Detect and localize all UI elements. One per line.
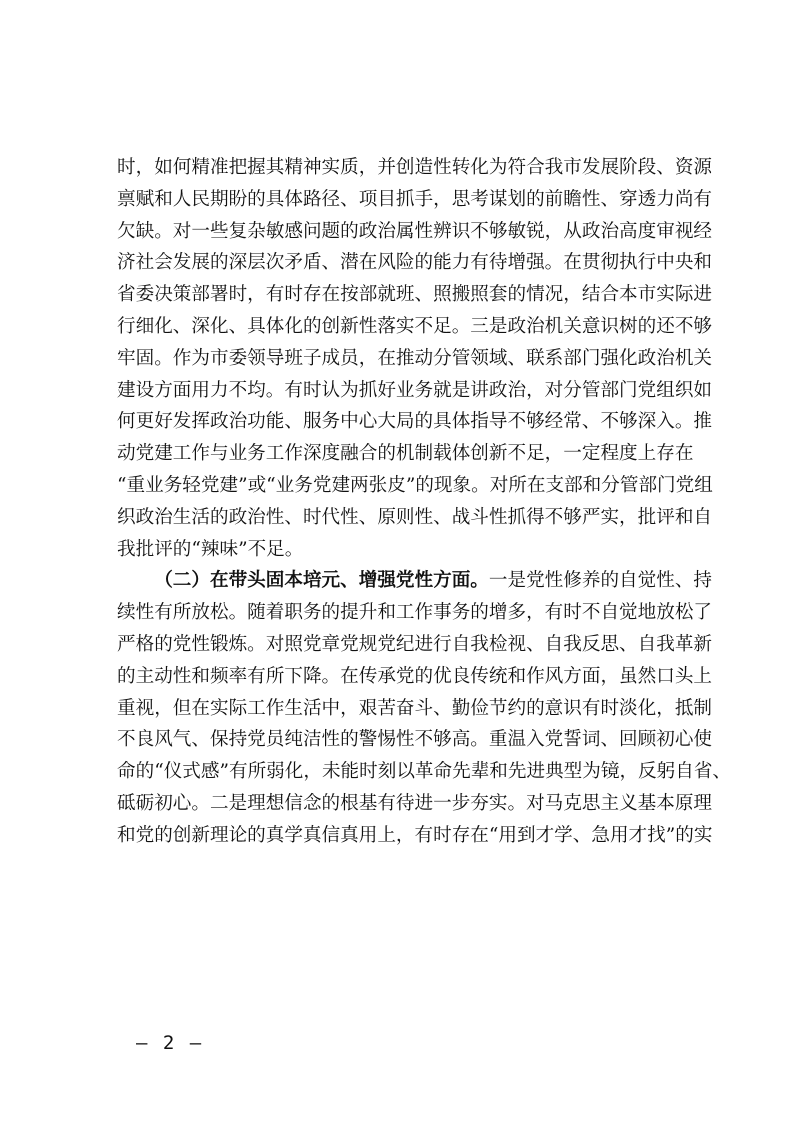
text-line: 动党建工作与业务工作深度融合的机制载体创新不足，一定程度上存在 xyxy=(117,443,694,465)
text-line: 命的“仪式感”有所弱化，未能时刻以革命先辈和先进典型为镜，反躬自省、 xyxy=(117,761,732,783)
text-line: 严格的党性锻炼。对照党章党规党纪进行自我检视、自我反思、自我革新 xyxy=(117,633,713,655)
paragraph-2 xyxy=(117,565,732,851)
text-line: 济社会发展的深层次矛盾、潜在风险的能力有待增强。在贯彻执行中央和 xyxy=(117,252,713,274)
page-number: — 2 — xyxy=(136,1032,204,1054)
text-line: 和党的创新理论的真学真信真用上，有时存在“用到才学、急用才找”的实 xyxy=(117,824,713,846)
text-line: 欠缺。对一些复杂敏感问题的政治属性辨识不够敏锐，从政治高度审视经 xyxy=(117,220,713,242)
text-line: 不良风气、保持党员纯洁性的警惕性不够高。重温入党誓词、回顾初心使 xyxy=(117,729,713,751)
text-line: 砥砺初心。二是理想信念的根基有待进一步夯实。对马克思主义基本原理 xyxy=(117,792,713,814)
text-line: 重视，但在实际工作生活中，艰苦奋斗、勤俭节约的意识有时淡化，抵制 xyxy=(117,697,713,719)
section-heading: （二）在带头固本培元、增强党性方面。 xyxy=(154,570,489,592)
text-line: 省委决策部署时，有时存在按部就班、照搬照套的情况，结合本市实际进 xyxy=(117,284,713,306)
text-run: 一是党性修养的自觉性、持 xyxy=(488,570,713,592)
text-line: 禀赋和人民期盼的具体路径、项目抓手，思考谋划的前瞻性、穿透力尚有 xyxy=(117,188,713,210)
text-line: “重业务轻党建”或“业务党建两张皮”的现象。对所在支部和分管部门党组 xyxy=(117,474,713,496)
text-line: 续性有所放松。随着职务的提升和工作事务的增多，有时不自觉地放松了 xyxy=(117,602,713,624)
text-line: 牢固。作为市委领导班子成员，在推动分管领域、联系部门强化政治机关 xyxy=(117,347,713,369)
text-line-last: 我批评的“辣味”不足。 xyxy=(117,538,304,560)
text-line: 织政治生活的政治性、时代性、原则性、战斗性抓得不够严实，批评和自 xyxy=(117,506,713,528)
document-body xyxy=(117,152,732,852)
paragraph-1 xyxy=(117,152,713,565)
text-line: 何更好发挥政治功能、服务中心大局的具体指导不够经常、不够深入。推 xyxy=(117,411,713,433)
text-line: 行细化、深化、具体化的创新性落实不足。三是政治机关意识树的还不够 xyxy=(117,315,713,337)
text-line: 时，如何精准把握其精神实质，并创造性转化为符合我市发展阶段、资源 xyxy=(117,157,713,178)
text-line: 的主动性和频率有所下降。在传承党的优良传统和作风方面，虽然口头上 xyxy=(117,665,713,687)
text-line-first xyxy=(117,565,713,597)
text-line: 建设方面用力不均。有时认为抓好业务就是讲政治，对分管部门党组织如 xyxy=(117,379,713,401)
